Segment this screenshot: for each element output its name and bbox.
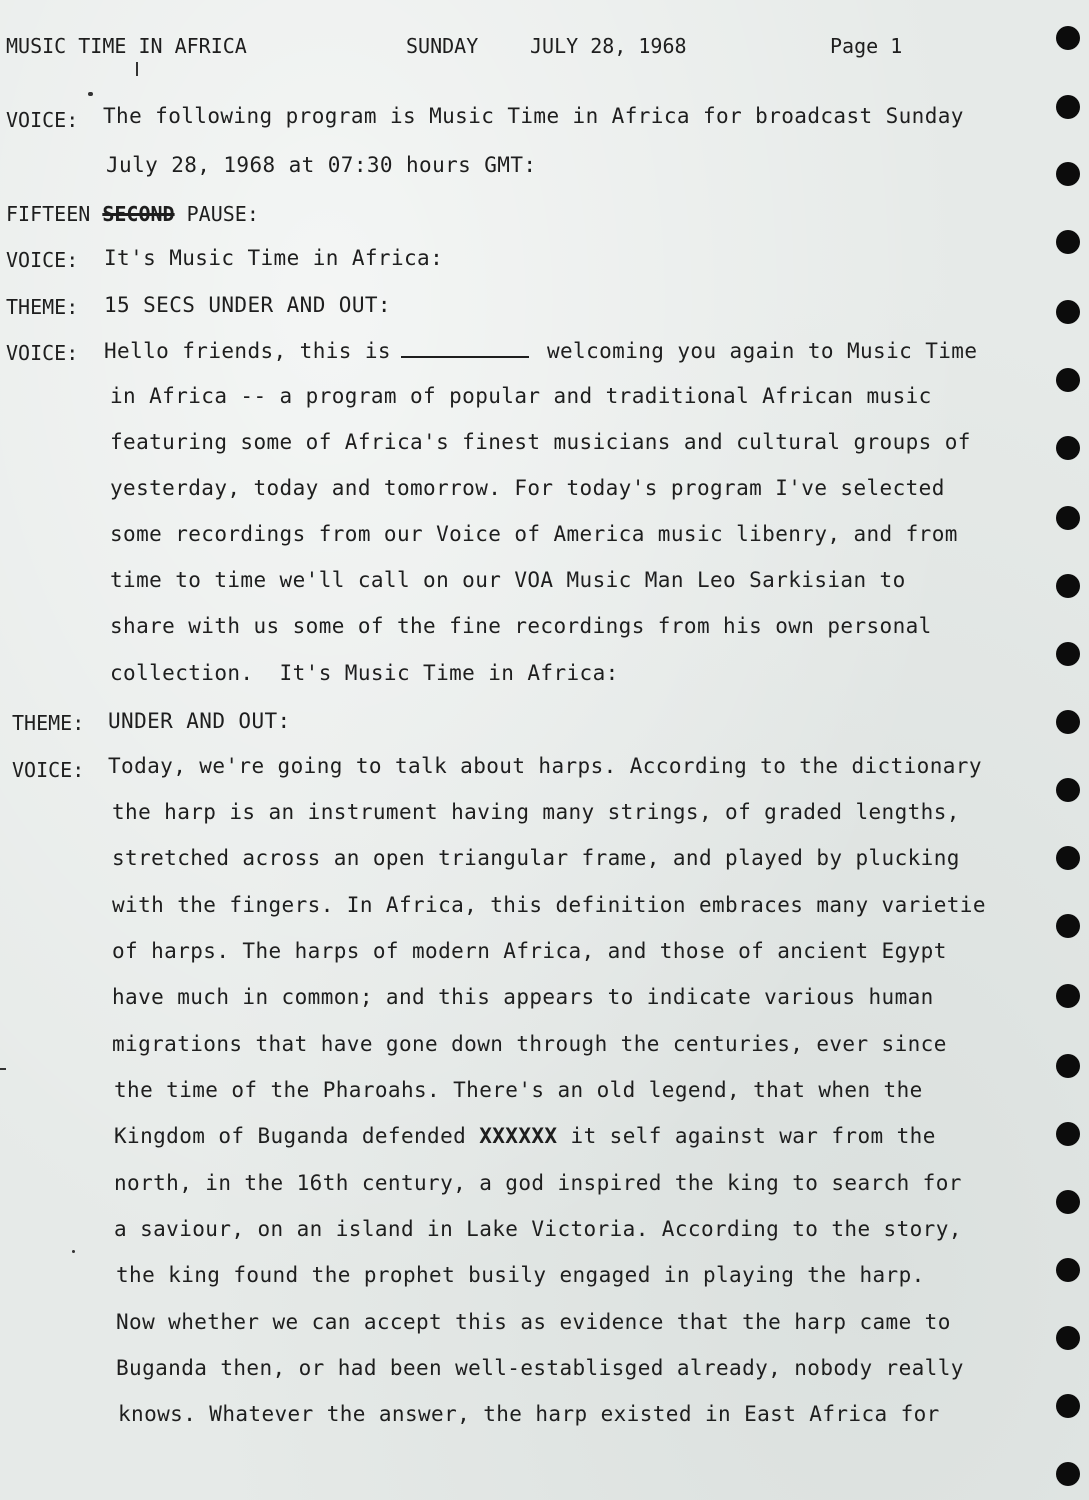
punch-hole — [1056, 1054, 1080, 1078]
punch-hole — [1056, 436, 1080, 460]
script-line: July 28, 1968 at 07:30 hours GMT: — [106, 153, 537, 177]
punch-hole — [1056, 506, 1080, 530]
punch-hole — [1056, 1122, 1080, 1146]
punch-hole — [1056, 95, 1080, 119]
script-line: some recordings from our Voice of America music libenry, and from — [110, 522, 958, 546]
broadcast-day: SUNDAY — [406, 34, 479, 58]
punch-hole — [1056, 642, 1080, 666]
script-line: have much in common; and this appears to indicate various human — [112, 985, 934, 1009]
voice-label: VOICE: — [6, 248, 79, 272]
voice-label: VOICE: — [6, 341, 79, 365]
punch-hole — [1056, 914, 1080, 938]
punch-hole — [1056, 710, 1080, 734]
harps-text-cont: it self against war from the — [570, 1124, 936, 1148]
hello-text-cont: welcoming you again to Music Time — [546, 339, 978, 363]
theme-label: THEME: — [12, 711, 85, 735]
ink-dot — [88, 92, 93, 96]
struck-out-word: XXXXXX — [479, 1124, 558, 1148]
punch-hole — [1056, 162, 1080, 186]
punch-hole — [1056, 1190, 1080, 1214]
script-line: UNDER AND OUT: — [108, 709, 291, 733]
punch-hole — [1056, 1326, 1080, 1350]
hello-text: Hello friends, this is — [104, 339, 391, 363]
punch-hole — [1056, 574, 1080, 598]
harps-text: Kingdom of Buganda defended — [114, 1124, 467, 1148]
script-line: knows. Whatever the answer, the harp existed in East Africa for — [118, 1402, 940, 1426]
script-line: Now whether we can accept this as evidence that the harp came to — [116, 1310, 951, 1334]
pause-cue-label: FIFTEEN — [6, 202, 91, 226]
script-line: the king found the prophet busily engaged in playing the harp. — [116, 1263, 925, 1287]
script-line — [114, 1124, 936, 1148]
punch-hole — [1056, 26, 1080, 50]
script-line: a saviour, on an island in Lake Victoria. According to the story, — [114, 1217, 962, 1241]
script-line: The following program is Music Time in Africa for broadcast Sunday — [103, 104, 964, 128]
script-line — [104, 338, 977, 363]
script-line: Buganda then, or had been well-establisged already, nobody really — [116, 1356, 964, 1380]
punch-hole — [1056, 1394, 1080, 1418]
script-line: north, in the 16th century, a god inspired the king to search for — [114, 1171, 962, 1195]
script-line: share with us some of the fine recordings from his own personal — [110, 614, 932, 638]
script-line: the harp is an instrument having many strings, of graded lengths, — [112, 800, 960, 824]
page-number: Page 1 — [830, 34, 903, 58]
punch-hole — [1056, 300, 1080, 324]
pause-cue — [6, 202, 259, 226]
script-line: It's Music Time in Africa: — [104, 246, 444, 270]
script-line: featuring some of Africa's finest musicians and cultural groups of — [110, 430, 971, 454]
punch-hole — [1056, 368, 1080, 392]
script-line: yesterday, today and tomorrow. For today's program I've selected — [110, 476, 945, 500]
struck-out-word: SECOND — [102, 202, 175, 226]
punch-hole — [1056, 778, 1080, 802]
program-title: MUSIC TIME IN AFRICA — [6, 34, 247, 58]
punch-hole — [1056, 1462, 1080, 1486]
script-line: of harps. The harps of modern Africa, and those of ancient Egypt — [112, 939, 947, 963]
script-line: Today, we're going to talk about harps. According to the dictionary — [108, 754, 982, 778]
voice-label: VOICE: — [12, 758, 85, 782]
script-line: with the fingers. In Africa, this definition embraces many varietie — [112, 893, 986, 917]
script-line: time to time we'll call on our VOA Music Man Leo Sarkisian to — [110, 568, 906, 592]
punch-hole — [1056, 1258, 1080, 1282]
broadcast-date: JULY 28, 1968 — [530, 34, 687, 58]
script-line: collection. It's Music Time in Africa: — [110, 661, 619, 685]
punch-hole — [1056, 846, 1080, 870]
script-line: 15 SECS UNDER AND OUT: — [104, 293, 391, 317]
script-line: migrations that have gone down through the centuries, ever since — [112, 1032, 947, 1056]
ink-dot — [72, 1250, 75, 1253]
punch-hole — [1056, 230, 1080, 254]
script-line: stretched across an open triangular frame, and played by plucking — [112, 846, 960, 870]
ink-mark — [136, 62, 138, 76]
announcer-name-blank — [401, 338, 529, 358]
margin-mark — [0, 1068, 6, 1070]
pause-cue-rest: PAUSE: — [174, 202, 259, 226]
punch-hole — [1056, 984, 1080, 1008]
voice-label: VOICE: — [6, 108, 79, 132]
script-line: the time of the Pharoahs. There's an old legend, that when the — [114, 1078, 923, 1102]
theme-label: THEME: — [6, 295, 79, 319]
script-line: in Africa -- a program of popular and traditional African music — [110, 384, 932, 408]
